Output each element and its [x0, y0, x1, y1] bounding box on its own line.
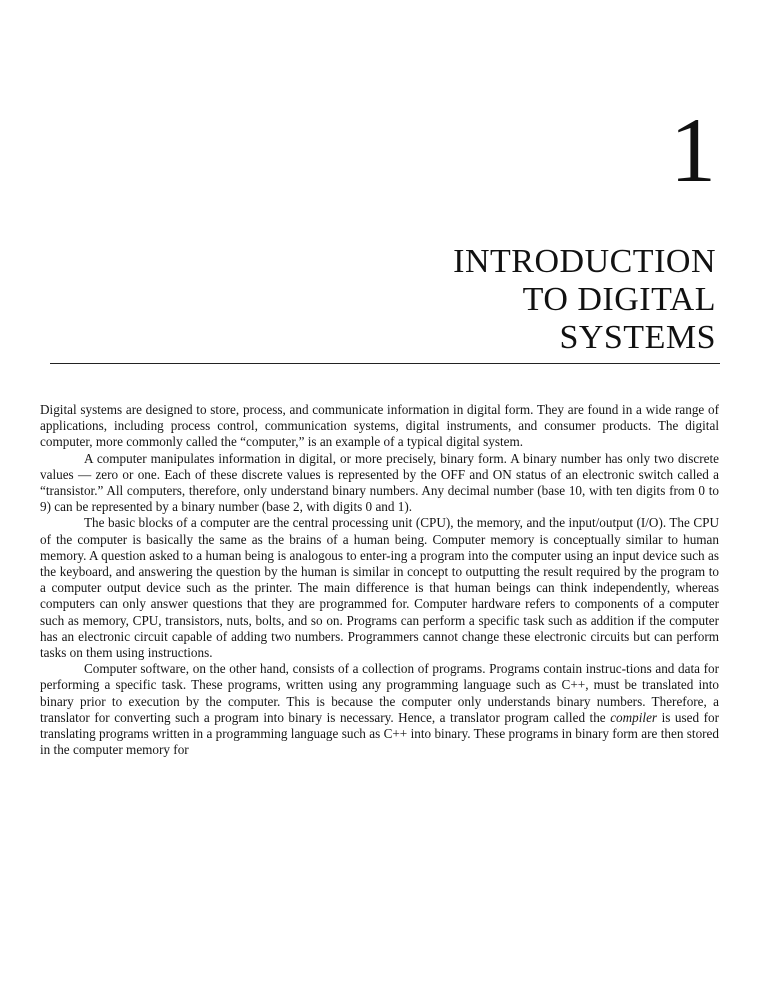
- chapter-number: 1: [670, 99, 716, 201]
- chapter-title-line: SYSTEMS: [559, 319, 716, 356]
- chapter-body: [40, 402, 719, 758]
- title-divider: [50, 363, 720, 364]
- paragraph-text: is used for translating programs written in a programming language such as C++ into binary. These programs in binary form are then stored in the computer memory for: [40, 709, 719, 758]
- paragraph: The basic blocks of a computer are the central processing unit (CPU), the memory, and the input/output (I/O). The CPU of the computer is basically the same as the brains of a human being. Computer memory is conceptually similar to human memory. A question asked to a human being is analogous to enter-ing a program into the computer using an input device such as the keyboard, and answering the question by the human is similar in concept to outputting the result required by the program to a computer output device such as the printer. The main difference is that human beings can think independently, whereas computers can only answer questions that they are programmed for. Computer hardware refers to components of a computer such as memory, CPU, transistors, nuts, bolts, and so on. Programs can perform a specific task such as addition if the computer has an electronic circuit capable of adding two numbers. Programmers cannot change these electronic circuits but can perform tasks on them using instructions.: [40, 515, 719, 661]
- emphasized-term: compiler: [610, 709, 658, 725]
- paragraph: [40, 661, 719, 758]
- chapter-title-line: INTRODUCTION: [453, 243, 716, 280]
- paragraph-text: Computer software, on the other hand, consists of a collection of programs. Programs contain instruc-tions and data for performing a specific task. These programs, written using any programming language such as C++, must be translated into binary prior to execution by the computer. This is because the computer only understands binary numbers. Therefore, a translator for converting such a program into binary is necessary. Hence, a translator program called the: [40, 661, 719, 725]
- chapter-title-line: TO DIGITAL: [522, 281, 716, 318]
- paragraph: Digital systems are designed to store, process, and communicate information in digital form. They are found in a wide range of applications, including process control, communication systems, digital instruments, and consumer products. The digital computer, more commonly called the “computer,” is an example of a typical digital system.: [40, 402, 719, 450]
- chapter-title: [453, 243, 716, 357]
- paragraph: A computer manipulates information in digital, or more precisely, binary form. A binary number has only two discrete values — zero or one. Each of these discrete values is represented by the OFF and ON status of an electronic switch called a “transistor.” All computers, therefore, only understand binary numbers. Any decimal number (base 10, with ten digits from 0 to 9) can be represented by a binary number (base 2, with digits 0 and 1).: [40, 450, 719, 515]
